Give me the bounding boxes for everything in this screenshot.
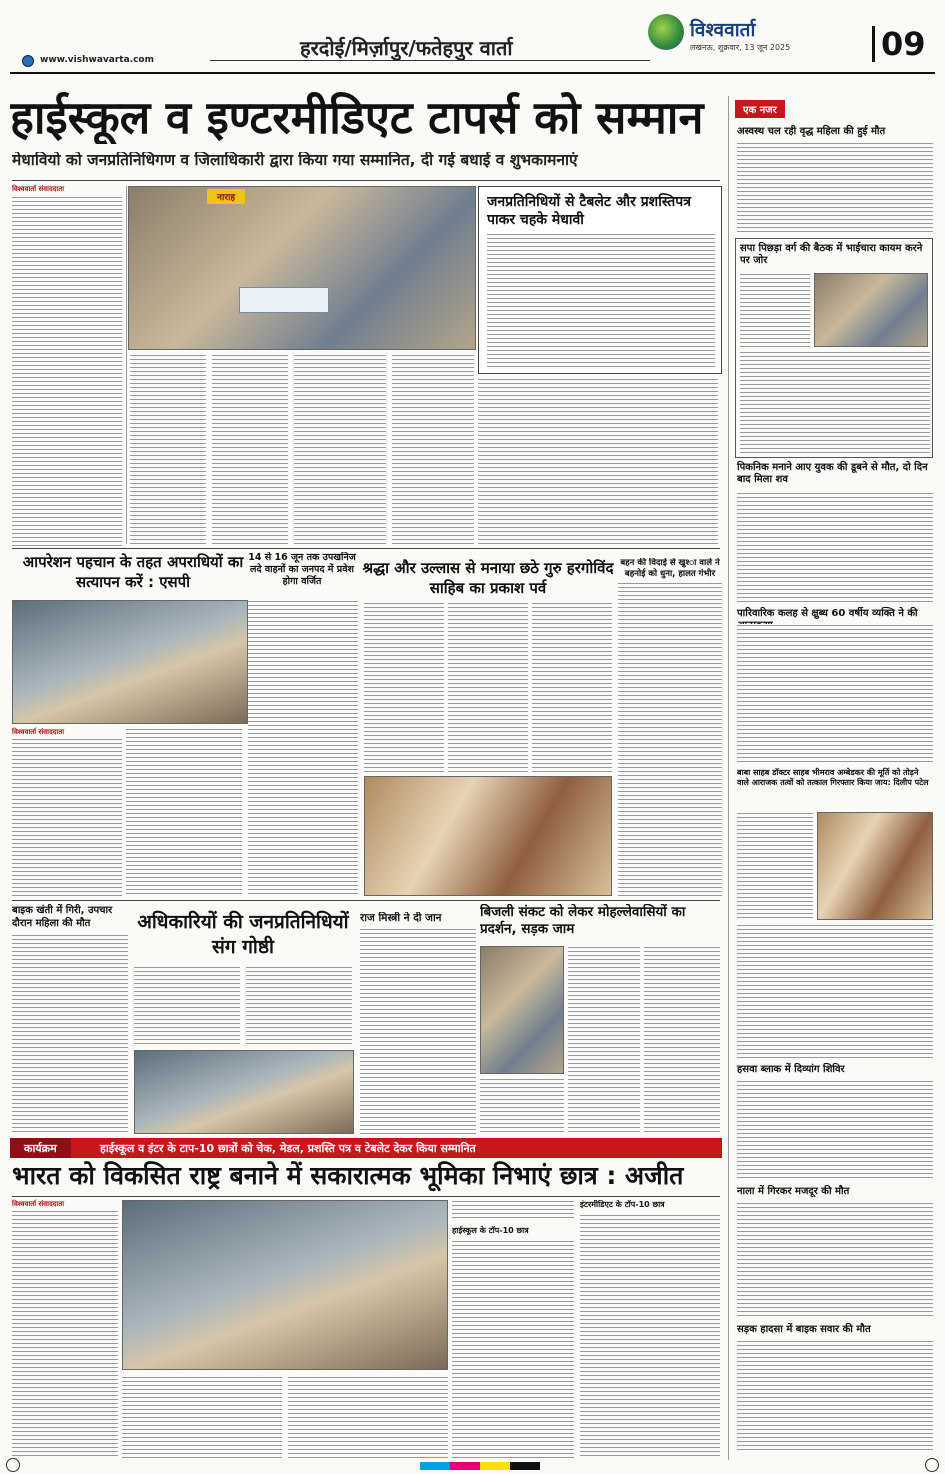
section-rule — [12, 548, 720, 549]
col-divider — [126, 186, 127, 544]
sp-story-byline: विश्ववार्ता संवाददाता — [12, 728, 65, 736]
bottom-sub-2: इंटरमीडिएट के टॉप-10 छात्र — [580, 1200, 665, 1209]
bijli-col-1 — [568, 946, 640, 1134]
side-item-6-headline: हसवा ब्लाक में दिव्यांग शिविर — [737, 1064, 845, 1075]
bottom-photo — [122, 1200, 448, 1370]
brand-name: विश्ववार्ता — [690, 19, 756, 41]
goshthi-col-1 — [134, 966, 240, 1046]
side-item-5-photo — [817, 812, 933, 920]
mistri-body — [360, 928, 476, 1134]
registration-mark — [6, 1458, 20, 1472]
bike-story-body — [12, 934, 128, 1134]
globe-icon — [22, 55, 34, 67]
lead-col-6 — [478, 378, 718, 544]
masthead-bottom-rule — [10, 72, 935, 74]
lead-subhead: मेधावियो को जनप्रतिनिधिगण व जिलाधिकारी द्वारा किया गया सम्मानित, दी गई बधाई व शुभकामनाएं — [12, 152, 578, 169]
tablet-story-headline: जनप्रतिनिधियों से टैबलेट और प्रशस्तिपत्र पाकर चहके मेधावी — [487, 194, 691, 228]
brand-logo-icon — [648, 14, 684, 50]
side-item-5-body — [737, 924, 933, 1060]
bride-story-body — [618, 582, 722, 896]
sp-story-photo — [12, 600, 248, 724]
photo-banner: नाराह — [207, 189, 245, 204]
guru-story-col-3 — [532, 602, 612, 772]
side-item-8-headline: सड़क हादसा में बाइक सवार की मौत — [737, 1324, 871, 1335]
side-item-1-body — [737, 142, 933, 234]
lead-headline: हाईस्कूल व इण्टरमीडिएट टापर्स को सम्मान — [10, 92, 704, 144]
lead-photo — [128, 186, 476, 350]
lead-col-3 — [212, 354, 288, 544]
bottom-col-6 — [580, 1214, 720, 1458]
side-item-2-body — [740, 351, 930, 453]
bike-story-headline: बाइक खंती में गिरी, उपचार दौरान महिला की मौत — [12, 905, 113, 929]
bottom-sub-1: हाईस्कूल के टॉप-10 छात्र — [452, 1226, 529, 1235]
side-item-3-headline: पिकनिक मनाने आए युवक की डूबने से मौत, दो दिन बाद मिला शव — [737, 462, 928, 485]
side-item-8-body — [737, 1340, 933, 1452]
bottom-rule — [12, 1196, 720, 1197]
photo-cheque — [239, 287, 329, 313]
dateline: लखनऊ, शुक्रवार, 13 जून 2025 — [690, 43, 791, 52]
side-item-7-headline: नाला में गिरकर मजदूर की मौत — [737, 1186, 850, 1197]
masthead — [0, 0, 945, 72]
lead-col-2 — [130, 354, 206, 544]
side-item-4-headline: पारिवारिक कलह से क्षुब्ध 60 वर्षीय व्यक्ति ने की — [737, 608, 918, 619]
side-item-4-body — [737, 624, 933, 762]
bottom-col-1 — [12, 1210, 118, 1458]
side-item-6-body — [737, 1080, 933, 1180]
side-item-5-lede — [737, 812, 813, 920]
lead-col-5 — [392, 354, 474, 544]
tablet-story-box — [478, 186, 722, 374]
sp-story-col-2 — [126, 728, 242, 896]
bottom-col-3 — [288, 1376, 448, 1458]
page-number: 09 — [872, 26, 926, 62]
sidebar — [728, 96, 936, 1460]
bottom-tag: कार्यक्रम — [10, 1138, 71, 1158]
color-bar — [420, 1462, 540, 1470]
side-box-2 — [735, 238, 933, 458]
bride-story-headline: बहन की विदाई से खुश्‍ा वाले ने बहनोई को धुना, हालत गंभीर — [620, 558, 720, 579]
masthead-region: हरदोई/मिर्ज़ापुर/फतेहपुर वार्ता — [300, 36, 513, 60]
lead-rule — [12, 180, 720, 181]
sp-story-headline: आपरेशन पहचान के तहत अपराधियों का सत्यापन करें : एसपी — [22, 553, 244, 591]
bijli-headline: बिजली संकट को लेकर मोहल्लेवासियों का प्रदर्शन, सड़क जाम — [480, 904, 686, 937]
goshthi-photo — [134, 1050, 354, 1134]
bottom-tag-line: हाईस्कूल व इंटर के टाप-10 छात्रों को चेक, मेडल, प्रशस्ति पत्र व टेबलेट देकर किया सम्मानित — [100, 1142, 476, 1155]
masthead-rule — [210, 60, 650, 61]
lead-col-1 — [12, 196, 122, 546]
bottom-col-5 — [452, 1240, 574, 1458]
ek-nazar-label: एक नजर — [735, 100, 785, 118]
website-url[interactable]: www.vishwavarta.com — [40, 55, 154, 65]
side-item-7-body — [737, 1202, 933, 1318]
guru-story-headline: श्रद्धा और उल्लास से मनाया छठे गुरु हरगोविंद साहिब का प्रकाश पर्व — [362, 559, 614, 597]
bottom-col-4 — [452, 1200, 574, 1220]
bijli-col-3 — [480, 1078, 564, 1134]
guru-story-photo — [364, 776, 612, 896]
bottom-tag-bar — [10, 1138, 722, 1158]
bottom-col-2 — [122, 1376, 282, 1458]
lead-byline: विश्ववार्ता संवाददाता — [12, 185, 65, 193]
guru-story-col-1 — [364, 602, 444, 772]
sp-story-col-1 — [12, 738, 122, 896]
goshthi-col-2 — [246, 966, 352, 1046]
lead-col-4 — [294, 354, 386, 544]
mistri-headline: राज मिस्त्री ने दी जान — [360, 912, 442, 924]
tablet-story-body — [487, 233, 715, 369]
dm-story-headline: 14 से 16 जून तक उपखनिज लदे वाहनों का जनपद में प्रवेश होगा वर्जित — [248, 552, 356, 587]
side-item-2-photo — [814, 273, 928, 347]
goshthi-headline: अधिकारियों की जनप्रतिनिधियों संग गोष्ठी — [137, 911, 349, 958]
side-item-5-headline: बाबा साहब डॉक्टर साहब भीमराव अम्बेडकर की मूर्ति को तोड़ने वाले आराजक तत्वों को तत्काल गिरफ्तार किया जाय: दिलीप पटेल — [737, 768, 929, 787]
guru-story-col-2 — [448, 602, 528, 772]
bottom-byline: विश्ववार्ता संवाददाता — [12, 1200, 65, 1208]
side-item-2-lede — [740, 273, 810, 347]
side-item-2-headline: सपा पिछड़ा वर्ग की बैठक में भाईचारा कायम करने पर जोर — [740, 243, 923, 266]
side-item-3-body — [737, 492, 933, 602]
section-rule-2 — [12, 900, 720, 901]
registration-mark-2 — [925, 1458, 939, 1472]
dm-story-body — [248, 600, 358, 896]
bijli-photo — [480, 946, 564, 1074]
bottom-headline: भारत को विकसित राष्ट्र बनाने में सकारात्मक भूमिका निभाएं छात्र : अजीत — [12, 1161, 684, 1190]
bijli-col-2 — [644, 946, 720, 1134]
side-item-1-headline: अस्वस्थ चल रही वृद्ध महिला की हुई मौत — [737, 126, 886, 137]
